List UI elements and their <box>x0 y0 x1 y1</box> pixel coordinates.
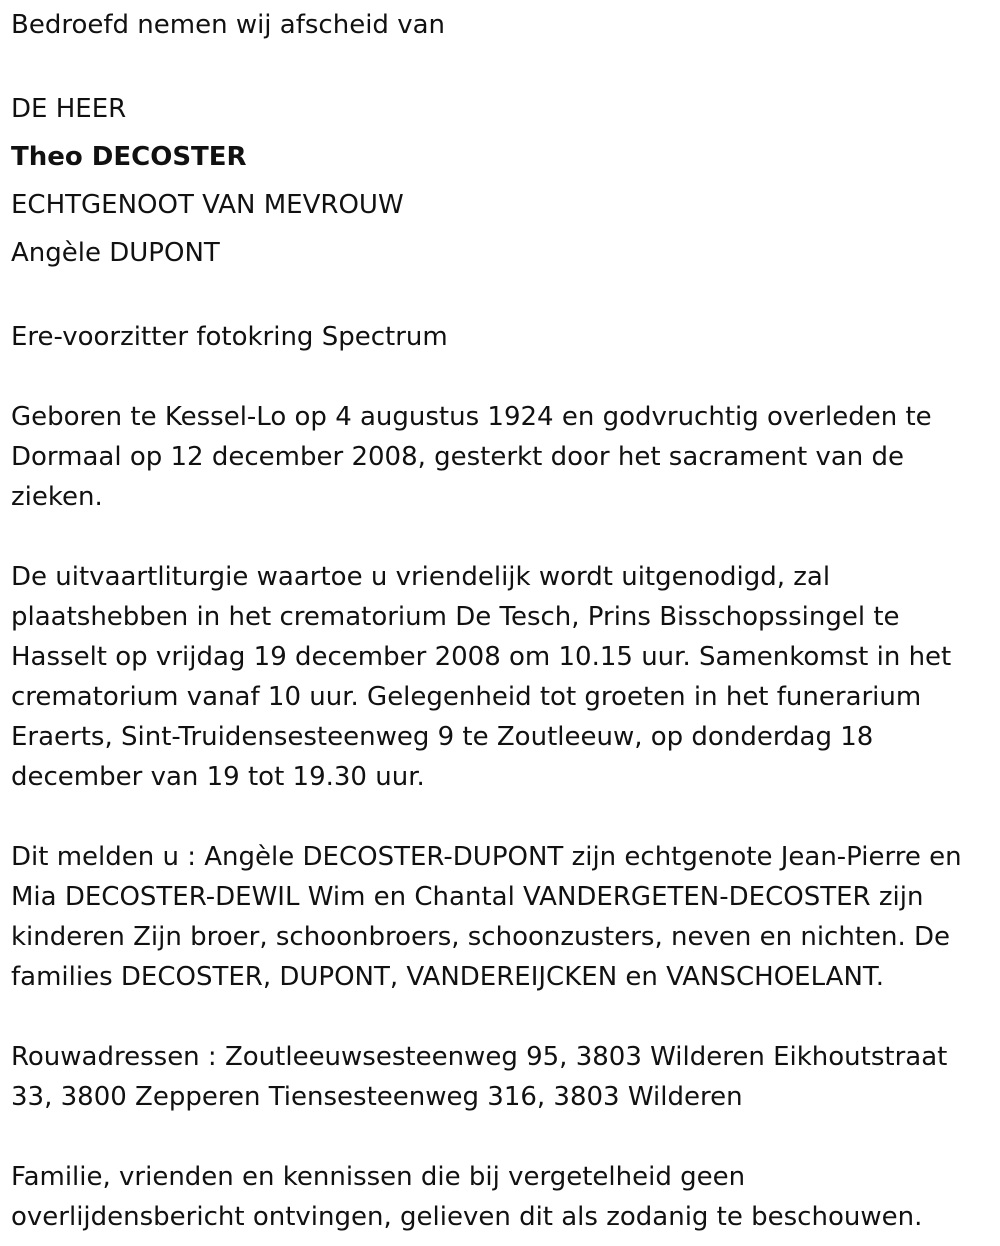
paragraph-line: Rouwadressen : Zoutleeuwsesteenweg 95, 3803 Wilderen Eikhoutstraat <box>11 1042 948 1072</box>
paragraph-line: plaatshebben in het crematorium De Tesch, Prins Bisschopssingel te <box>11 602 900 632</box>
spouse-name: Angèle DUPONT <box>11 238 220 268</box>
family-paragraph <box>11 837 991 997</box>
role-text: Ere-voorzitter fotokring Spectrum <box>11 322 448 352</box>
paragraph-line: Dormaal op 12 december 2008, gesterkt door het sacrament van de <box>11 442 905 472</box>
addresses-paragraph <box>11 1037 991 1117</box>
paragraph-line: Geboren te Kessel-Lo op 4 augustus 1924 en godvruchtig overleden te <box>11 402 932 432</box>
paragraph-line: Eraerts, Sint-Truidensesteenweg 9 te Zoutleeuw, op donderdag 18 <box>11 722 874 752</box>
spacer <box>11 1117 991 1157</box>
paragraph-line: Dit melden u : Angèle DECOSTER-DUPONT zijn echtgenote Jean-Pierre en <box>11 842 962 872</box>
paragraph-line: 33, 3800 Zepperen Tiensesteenweg 316, 3803 Wilderen <box>11 1082 743 1112</box>
paragraph-line: Hasselt op vrijdag 19 december 2008 om 10.15 uur. Samenkomst in het <box>11 642 952 672</box>
spacer <box>11 277 991 317</box>
deceased-title: DE HEER <box>11 94 127 124</box>
spacer <box>11 997 991 1037</box>
obituary-notice <box>11 5 991 1237</box>
paragraph-line: families DECOSTER, DUPONT, VANDEREIJCKEN en VANSCHOELANT. <box>11 962 884 992</box>
closing-paragraph <box>11 1157 991 1237</box>
funeral-paragraph <box>11 557 991 797</box>
deceased-relation: ECHTGENOOT VAN MEVROUW <box>11 190 404 220</box>
spacer <box>11 357 991 397</box>
deceased-name: Theo DECOSTER <box>11 142 247 172</box>
paragraph-line: crematorium vanaf 10 uur. Gelegenheid tot groeten in het funerarium <box>11 682 922 712</box>
paragraph-line: kinderen Zijn broer, schoonbroers, schoonzusters, neven en nichten. De <box>11 922 951 952</box>
paragraph-line: december van 19 tot 19.30 uur. <box>11 762 425 792</box>
paragraph-line: Mia DECOSTER-DEWIL Wim en Chantal VANDERGETEN-DECOSTER zijn <box>11 882 924 912</box>
paragraph-line: Familie, vrienden en kennissen die bij vergetelheid geen <box>11 1162 746 1192</box>
spacer <box>11 797 991 837</box>
intro-text: Bedroefd nemen wij afscheid van <box>11 10 445 40</box>
paragraph-line: zieken. <box>11 482 103 512</box>
paragraph-line: De uitvaartliturgie waartoe u vriendelijk wordt uitgenodigd, zal <box>11 562 831 592</box>
spacer <box>11 517 991 557</box>
paragraph-line: overlijdensbericht ontvingen, gelieven dit als zodanig te beschouwen. <box>11 1202 923 1232</box>
spacer <box>11 45 991 85</box>
birth-paragraph <box>11 397 991 517</box>
